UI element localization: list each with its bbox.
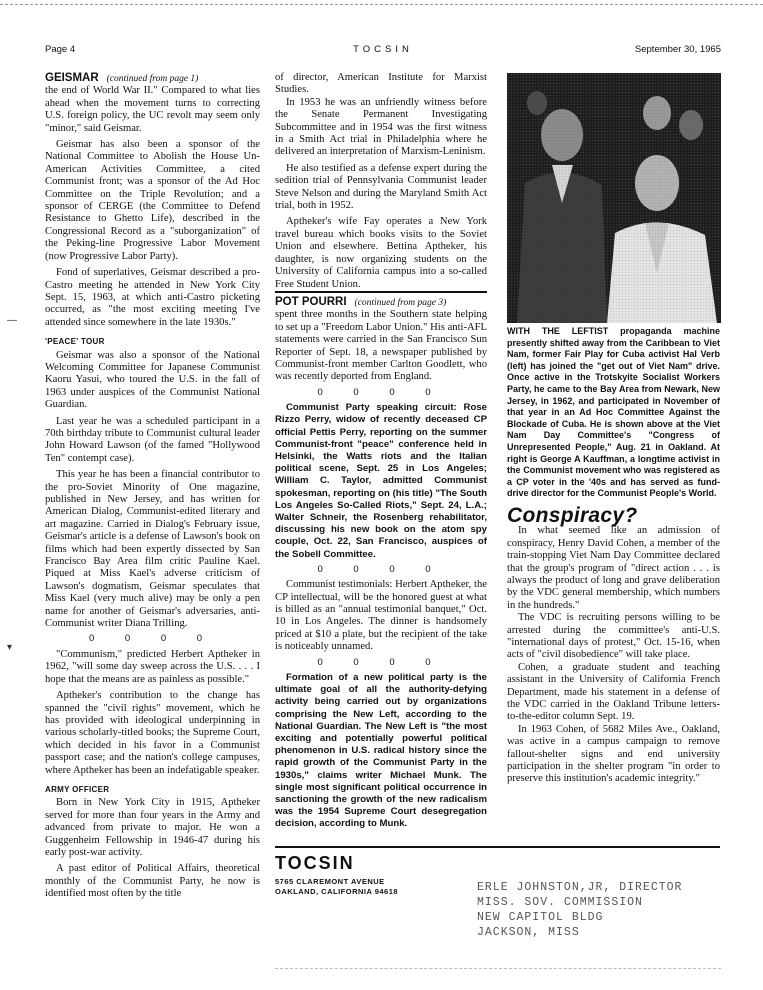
paragraph: Cohen, a graduate student and teaching assistant in the University of California French Department, made his statement in a defense of the VDC carried in the Oakland Tribune letters-to-the-editor column Sept. 19. [507,661,720,723]
publication-title: TOCSIN [353,44,413,55]
paragraph: In 1963 Cohen, of 5682 Miles Ave., Oakland, was active in a campus campaign to remove fallout-shelter signs and end university participation in the shelter program "in order to preserve this institution's academic integrity." [507,723,720,785]
section-separator: 0 0 0 0 [317,656,445,668]
paragraph: "Communism," predicted Herbert Aptheker in 1962, "will some day sweep across the U.S. . . . I hope that the means are as painless as possible." [45,648,260,685]
section-separator: 0 0 0 0 [317,386,445,398]
paragraph: He also testified as a defense expert during the sedition trial of Pennsylvania Communist leader Steve Nelson and during the Maryland Smith Act trial, both in 1952. [275,162,487,212]
paragraph: Communist Party speaking circuit: Rose Rizzo Perry, widow of recently deceased CP official Pettis Perry, reporting on the summer Communist-front "peace" conference held in Helsinki, the Watts riots and the Italian political scene, Sept. 25 in Los Angeles; William C. Taylor, admitted Communist spokesman, reporting on (his title) "The South Los Angeles So-Called Riots," Sept. 24, L.A.; Walter Schneir, the Rosenberg rehabilitator, discussing his new book on the atom spy couple, Oct. 22, San Francisco, auspices of the Sobell Committee. [275,402,487,560]
news-photo [507,73,721,323]
bold-item-new-party [275,672,487,831]
paragraph: In what seemed like an admission of conspiracy, Henry David Cohen, a member of the train-stopping Viet Nam Day Committee declared that the group's program of "direct action . . . is always the product of long and grave deliberation by the VDC general membership, which numbers in the hundreds." [507,525,720,611]
paragraph: the end of World War II." Compared to what lies ahead when the movement turns to correcting U.S. foreign policy, the UC revolt may seem only "minor," said Geismar. [45,85,260,134]
subhead-peace-tour: 'PEACE' TOUR [45,337,105,347]
paragraph: A past editor of Political Affairs, theoretical monthly of the Communist Party, he now is identified most often by the title [45,863,260,900]
margin-dot: ▾ [7,642,13,653]
column-3 [507,326,720,786]
subhead-army-officer: ARMY OFFICER [45,784,110,794]
mailing-line-2: MISS. SOV. COMMISSION [477,896,643,909]
section-separator: 0 0 0 0 [317,563,445,575]
paragraph: Geismar was also a sponsor of the National Welcoming Committee for Japanese Communist Kaoru Yasui, who toured the U.S. in the fall of 1963 under auspices of the Communist National Guardian. [45,349,260,411]
paragraph: Communist testimonials: Herbert Aptheker, the CP intellectual, will be the honored guest at what is billed as an "annual testimonial banquet," Oct. 10 in Los Angeles. The dinner is handsomely priced at $10 a plate, but the recipient of the take is noticeably unnamed. [275,579,487,653]
pot-pourri-lead [275,291,487,309]
mailing-line-3: NEW CAPITOL BLDG [477,911,604,924]
column-2 [275,72,487,831]
photo-caption: WITH THE LEFTIST propaganda machine presently shifted away from the Caribbean to Viet Nam, former Fair Play for Cuba activist Hal Verb (left) has joined the "get out of Viet Nam" drive. Once active in the Trotskyite Socialist Workers Party, he came to the Bay Area from Newark, New Jersey, in 1962, and participated in November of that year in an Ad Hoc Committee Against the Blockade of Cuba. He is shown above at the Viet Nam Day Committee's "Congress of Unrepresented People," Aug. 21 in Oakland. At right is George A Kauffman, a longtime activist in the Communist movement who was registered as a CP voter in the '40s and has served as fund-drive director for the Communist People's World. [507,326,720,499]
mailing-line-1: ERLE JOHNSTON,JR, DIRECTOR [477,881,683,894]
geismar-kicker: GEISMAR [45,72,99,84]
margin-tick: — [7,315,17,326]
bottom-border [275,968,721,969]
paragraph: Last year he was a scheduled participant in a 70th birthday tribute to Communist cultural leader John Howard Lawson (of the famed "Hollywood Ten" contempt case). [45,415,260,464]
paragraph: In 1953 he was an unfriendly witness before the Senate Permanent Investigating Subcommittee and in 1954 was the first witness in a Smith Act trial in Philadelphia where he delivered an interpretation of Marxism-Leninism. [275,96,487,158]
photo-illustration [507,73,721,323]
paragraph: The VDC is recruiting persons willing to be arrested during the committee's anti-U.S. "international days of protest," Oct. 15-16, when acts of "civil disobedience" will take place. [507,612,720,661]
masthead-address-line-2: OAKLAND, CALIFORNIA 94618 [275,887,399,896]
pot-pourri-kicker: POT POURRI [275,295,347,308]
mailing-line-4: JACKSON, MISS [477,926,580,939]
issue-date: September 30, 1965 [634,44,721,55]
page-header [45,44,721,58]
page-number: Page 4 [45,44,76,55]
mailing-label [477,880,682,940]
masthead-title: TOCSIN [275,853,355,873]
column-1 [45,72,260,901]
paragraph: Aptheker's contribution to the change has spanned the "civil rights" movement, which he has provided with ideological underpinning in various scholarly-titled books; the Supreme Court, which decided in his favor in a Communist passport case; and the nation's college campuses, where Aptheker has been an indefatigable speaker. [45,690,260,776]
paragraph: This year he has been a financial contributor to the pro-Soviet Minority of One magazine, published in New Jersey, and has written for American Dialog, Communist-edited literary and art magazine. Carried in Dialog's February issue, Geismar's article is a defense of Lawson's book on films which had been expertly dissected by San Francisco Bay Area film critic Pauline Kael. Piqued at Miss Kael's adverse criticism of Lawson's dogmatism, Geismar speculates that Miss Kael (very much alive) may be only a pen name for another of Geismar's adversaries, anti-Communist writer Diana Trilling. [45,469,260,630]
paragraph: Born in New York City in 1915, Aptheker served for more than four years in the Army and advanced from private to major. He won a Guggenheim Fellowship in 1946-47 during his early post-war activity. [45,797,260,858]
continued-note: (continued from page 1) [106,74,199,84]
paragraph: Aptheker's wife Fay operates a New York travel bureau which books visits to the Soviet Union and elsewhere. Bettina Aptheker, his daughter, is now organizing students on the University of California campus into a so-called Free Student Union. [275,216,487,290]
conspiracy-headline: Conspiracy? [507,503,638,527]
paragraph: Fond of superlatives, Geismar described a pro-Castro meeting he attended in New York City Sept. 15, 1963, at which anti-Castro picketing occurred, as "the most exciting meeting I've attended since somewhere in the late 1930s." [45,267,260,328]
paragraph: of director, American Institute for Marxist Studies. [275,72,487,96]
continued-note: (continued from page 3) [354,297,447,308]
bold-item-speaking-circuit [275,402,487,561]
paragraph: Geismar has also been a sponsor of the National Committee to Abolish the House Un-American Activities Committee, a cited Communist front; was a sponsor of the Ad Hoc Committee on the Triple Revolution; and a sponsor of CERGE (the Committee to Defend Resistance to Ghetto Life), described in the Congressional Record as a "suborganization" of the Peking-line Progressive Labor Movement (now Progressive Labor Party). [45,139,260,262]
section-separator: 0 0 0 0 [88,633,217,645]
top-border [0,4,763,5]
masthead-address-line-1: 5765 CLAREMONT AVENUE [275,877,385,886]
paragraph: spent three months in the Southern state helping to set up a "Freedom Labor Union." His anti-AFL statements were carried in the San Francisco Sun Reporter of Sept. 18, a newspaper published by Communist-front member Carlton Goodlett, who was recently deported from England. [275,309,487,383]
geismar-lead [45,72,260,85]
paragraph: Formation of a new political party is the ultimate goal of all the authority-defying activity being carried out by organizations comprising the New Left, according to the National Guardian. The New Left is "the most exciting and potentially powerful political phenomenon in U.S. radical history since the rapid growth of the Communist Party in the 1930s," claims writer Michael Munk. The single most significant political occurrence in sanctioning the growth of the new radicalism was the 1954 Supreme Court desegregation decision, according to Munk. [275,672,487,830]
